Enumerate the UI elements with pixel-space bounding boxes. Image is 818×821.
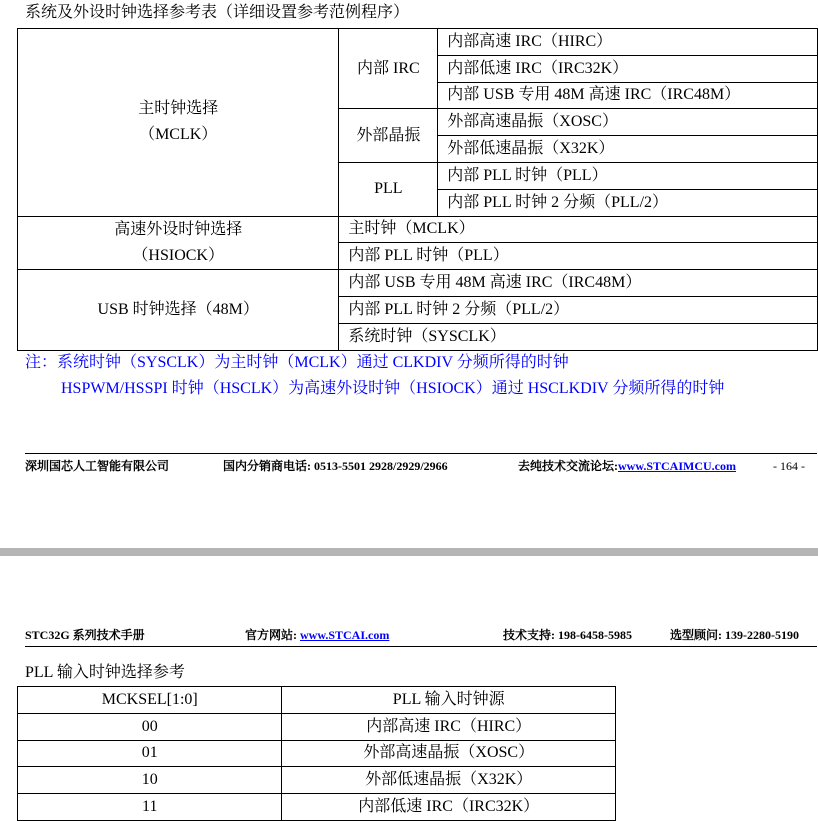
table-row (18, 794, 616, 821)
table-cell: 00 (18, 713, 282, 740)
header-site (245, 628, 389, 642)
mclk-sub: （MCLK） (139, 126, 218, 144)
table-cell: 系统时钟（SYSCLK） (339, 323, 818, 350)
hsiock-label: 高速外设时钟选择 (114, 220, 243, 238)
table-cell: 内部 PLL 时钟 2 分频（PLL/2） (339, 296, 818, 323)
footer-forum-label: 去纯技术交流论坛: (518, 459, 618, 473)
header-divider (25, 646, 817, 647)
table-header-row (18, 687, 616, 714)
table-cell: 内部 USB 专用 48M 高速 IRC（IRC48M） (438, 82, 818, 109)
mclk-cell (18, 29, 339, 217)
table-row (18, 767, 616, 794)
header-support: 技术支持: 198-6458-5985 (503, 628, 632, 642)
footer-company: 深圳国芯人工智能有限公司 (25, 459, 170, 473)
column-header: MCKSEL[1:0] (18, 687, 282, 714)
table-cell: 外部高速晶振（XOSC） (282, 740, 616, 767)
footer-forum (518, 459, 736, 473)
group-internal-irc: 内部 IRC (339, 29, 438, 109)
table-row (18, 270, 818, 297)
page-number: - 164 - (773, 459, 805, 473)
table-cell: 内部 PLL 时钟（PLL） (339, 243, 818, 270)
table-cell: 11 (18, 794, 282, 821)
column-header: PLL 输入时钟源 (282, 687, 616, 714)
table-cell: 内部 PLL 时钟 2 分频（PLL/2） (438, 189, 818, 216)
usb-cell: USB 时钟选择（48M） (18, 270, 339, 350)
table1-title: 系统及外设时钟选择参考表（详细设置参考范例程序） (25, 4, 410, 21)
table-cell: 外部低速晶振（X32K） (282, 767, 616, 794)
table-cell: 主时钟（MCLK） (339, 216, 818, 243)
mclk-label: 主时钟选择 (138, 100, 219, 118)
page-separator (0, 548, 818, 556)
note-line-2: HSPWM/HSSPI 时钟（HSCLK）为高速外设时钟（HSIOCK）通过 HSCLKDIV 分频所得的时钟 (61, 380, 725, 397)
table-cell: 内部低速 IRC（IRC32K） (282, 794, 616, 821)
site-link[interactable]: www.STCAI.com (300, 628, 390, 642)
table-cell: 10 (18, 767, 282, 794)
table-row (18, 713, 616, 740)
table-cell: 外部低速晶振（X32K） (438, 136, 818, 163)
hsiock-sub: （HSIOCK） (132, 246, 224, 264)
table-cell: 内部 USB 专用 48M 高速 IRC（IRC48M） (339, 270, 818, 297)
table-cell: 外部高速晶振（XOSC） (438, 109, 818, 136)
table-row (18, 216, 818, 243)
footer-divider (25, 453, 817, 454)
hsiock-cell (18, 216, 339, 270)
table-cell: 内部 PLL 时钟（PLL） (438, 162, 818, 189)
footer-phone: 国内分销商电话: 0513-5501 2928/2929/2966 (223, 459, 448, 473)
table-row (18, 29, 818, 56)
table-cell: 01 (18, 740, 282, 767)
pll-input-table (17, 686, 616, 821)
note-line-1: 注：系统时钟（SYSCLK）为主时钟（MCLK）通过 CLKDIV 分频所得的时钟 (25, 354, 569, 371)
group-external-crystal: 外部晶振 (339, 109, 438, 163)
clock-selection-table (17, 28, 818, 351)
table-cell: 内部高速 IRC（HIRC） (438, 29, 818, 56)
header-manual-title: STC32G 系列技术手册 (25, 628, 145, 642)
table-row (18, 740, 616, 767)
table-cell: 内部高速 IRC（HIRC） (282, 713, 616, 740)
table-cell: 内部低速 IRC（IRC32K） (438, 55, 818, 82)
group-pll: PLL (339, 162, 438, 216)
header-advisor: 选型顾问: 139-2280-5190 (670, 628, 799, 642)
header-site-label: 官方网站: (245, 628, 300, 642)
table2-title: PLL 输入时钟选择参考 (25, 664, 185, 681)
forum-link[interactable]: www.STCAIMCU.com (618, 459, 736, 473)
